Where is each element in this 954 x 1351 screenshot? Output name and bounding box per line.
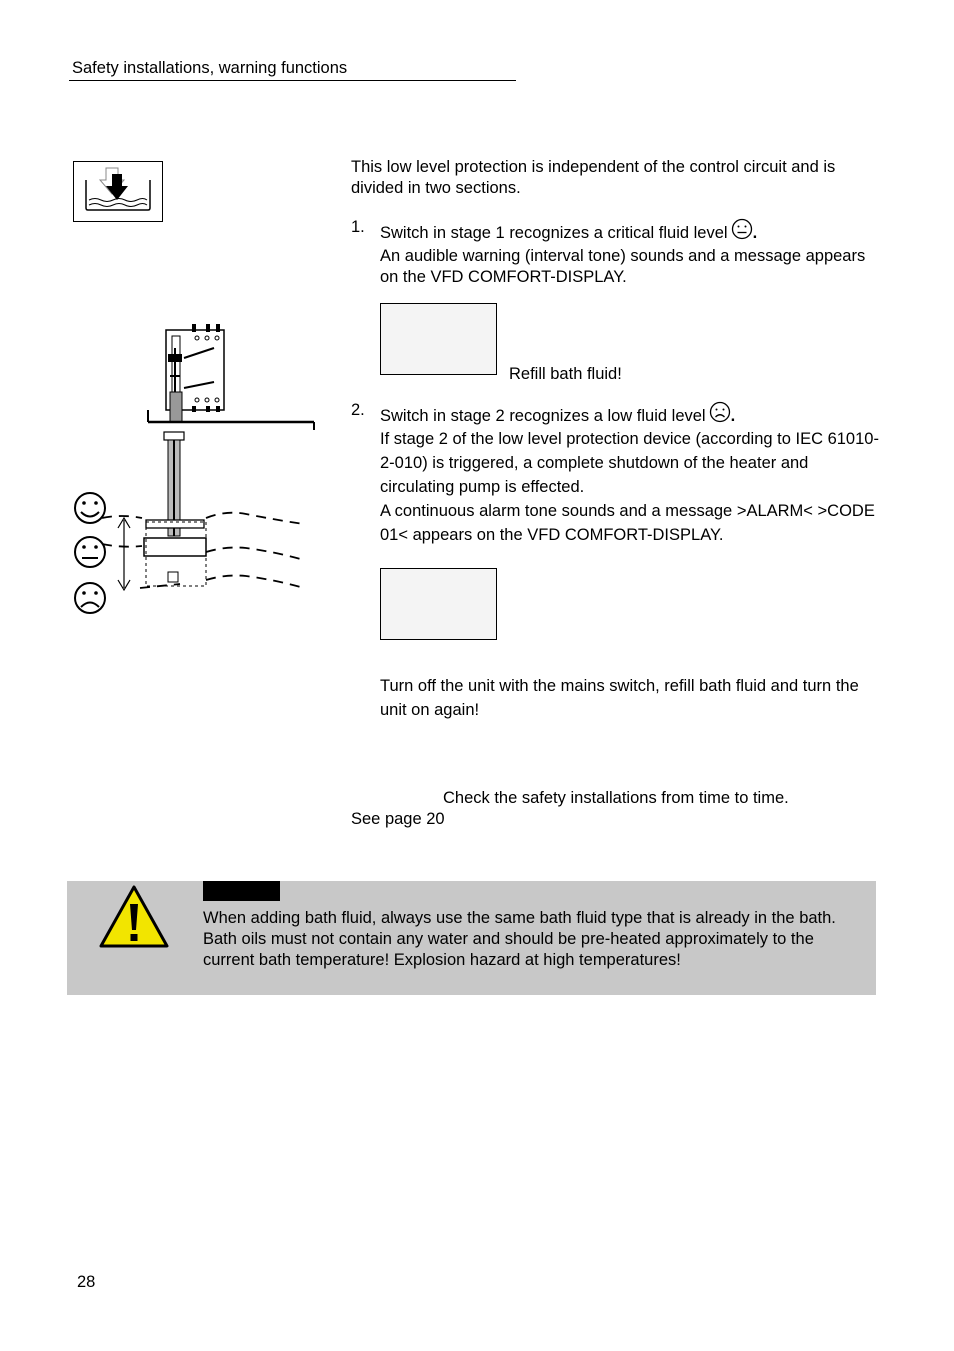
sad-face-icon (709, 401, 731, 428)
neutral-face-icon (75, 537, 105, 567)
warning-label-bar (203, 881, 280, 901)
refill-message: Refill bath fluid! (509, 365, 622, 383)
sad-face-icon (75, 583, 105, 613)
header-rule (69, 80, 516, 81)
check-note: Check the safety installations from time to time. (443, 789, 789, 807)
warning-triangle-icon (98, 884, 170, 955)
step2-body1: If stage 2 of the low level protection device (according to IEC 61010-2-010) is triggered, a complete shutdown of the heater and circulating pump is effected. (380, 430, 879, 496)
happy-face-icon (75, 493, 105, 523)
step2-line1: Switch in stage 2 recognizes a low fluid level (380, 407, 706, 425)
step2-period: . (730, 407, 736, 425)
step2-body2: A continuous alarm tone sounds and a message >ALARM< >CODE 01< appears on the VFD COMFORT-DISPLAY. (380, 502, 875, 544)
turnoff-instruction: Turn off the unit with the mains switch, refill bath fluid and turn the unit on again! (380, 677, 859, 719)
page-number: 28 (77, 1273, 96, 1291)
display-box-stage2 (380, 568, 497, 640)
warning-text (203, 908, 868, 971)
step1-line1: Switch in stage 1 recognizes a critical fluid level (380, 224, 728, 242)
see-page-reference: See page 20 (351, 810, 445, 828)
warning-line2: Bath oils must not contain any water and should be pre-heated approximately to the current bath temperature! Explosion hazard at high temperatures! (203, 930, 814, 969)
step1-number: 1. (351, 218, 365, 236)
fill-level-icon (73, 161, 163, 222)
neutral-face-icon (731, 218, 753, 246)
float-switch-diagram (60, 318, 320, 623)
step2-heading (380, 401, 735, 428)
display-box-stage1 (380, 303, 497, 375)
step1-period: . (752, 224, 758, 242)
step2-body (380, 427, 880, 547)
step2-number: 2. (351, 401, 365, 419)
page-header: Safety installations, warning functions (72, 59, 348, 77)
warning-line1: When adding bath fluid, always use the same bath fluid type that is already in the bath. (203, 909, 836, 927)
step1-body: An audible warning (interval tone) sounds and a message appears on the VFD COMFORT-DISPLAY. (380, 247, 866, 286)
intro-paragraph: This low level protection is independent of the control circuit and is divided in two sections. (351, 158, 836, 197)
step1-text (380, 218, 880, 288)
